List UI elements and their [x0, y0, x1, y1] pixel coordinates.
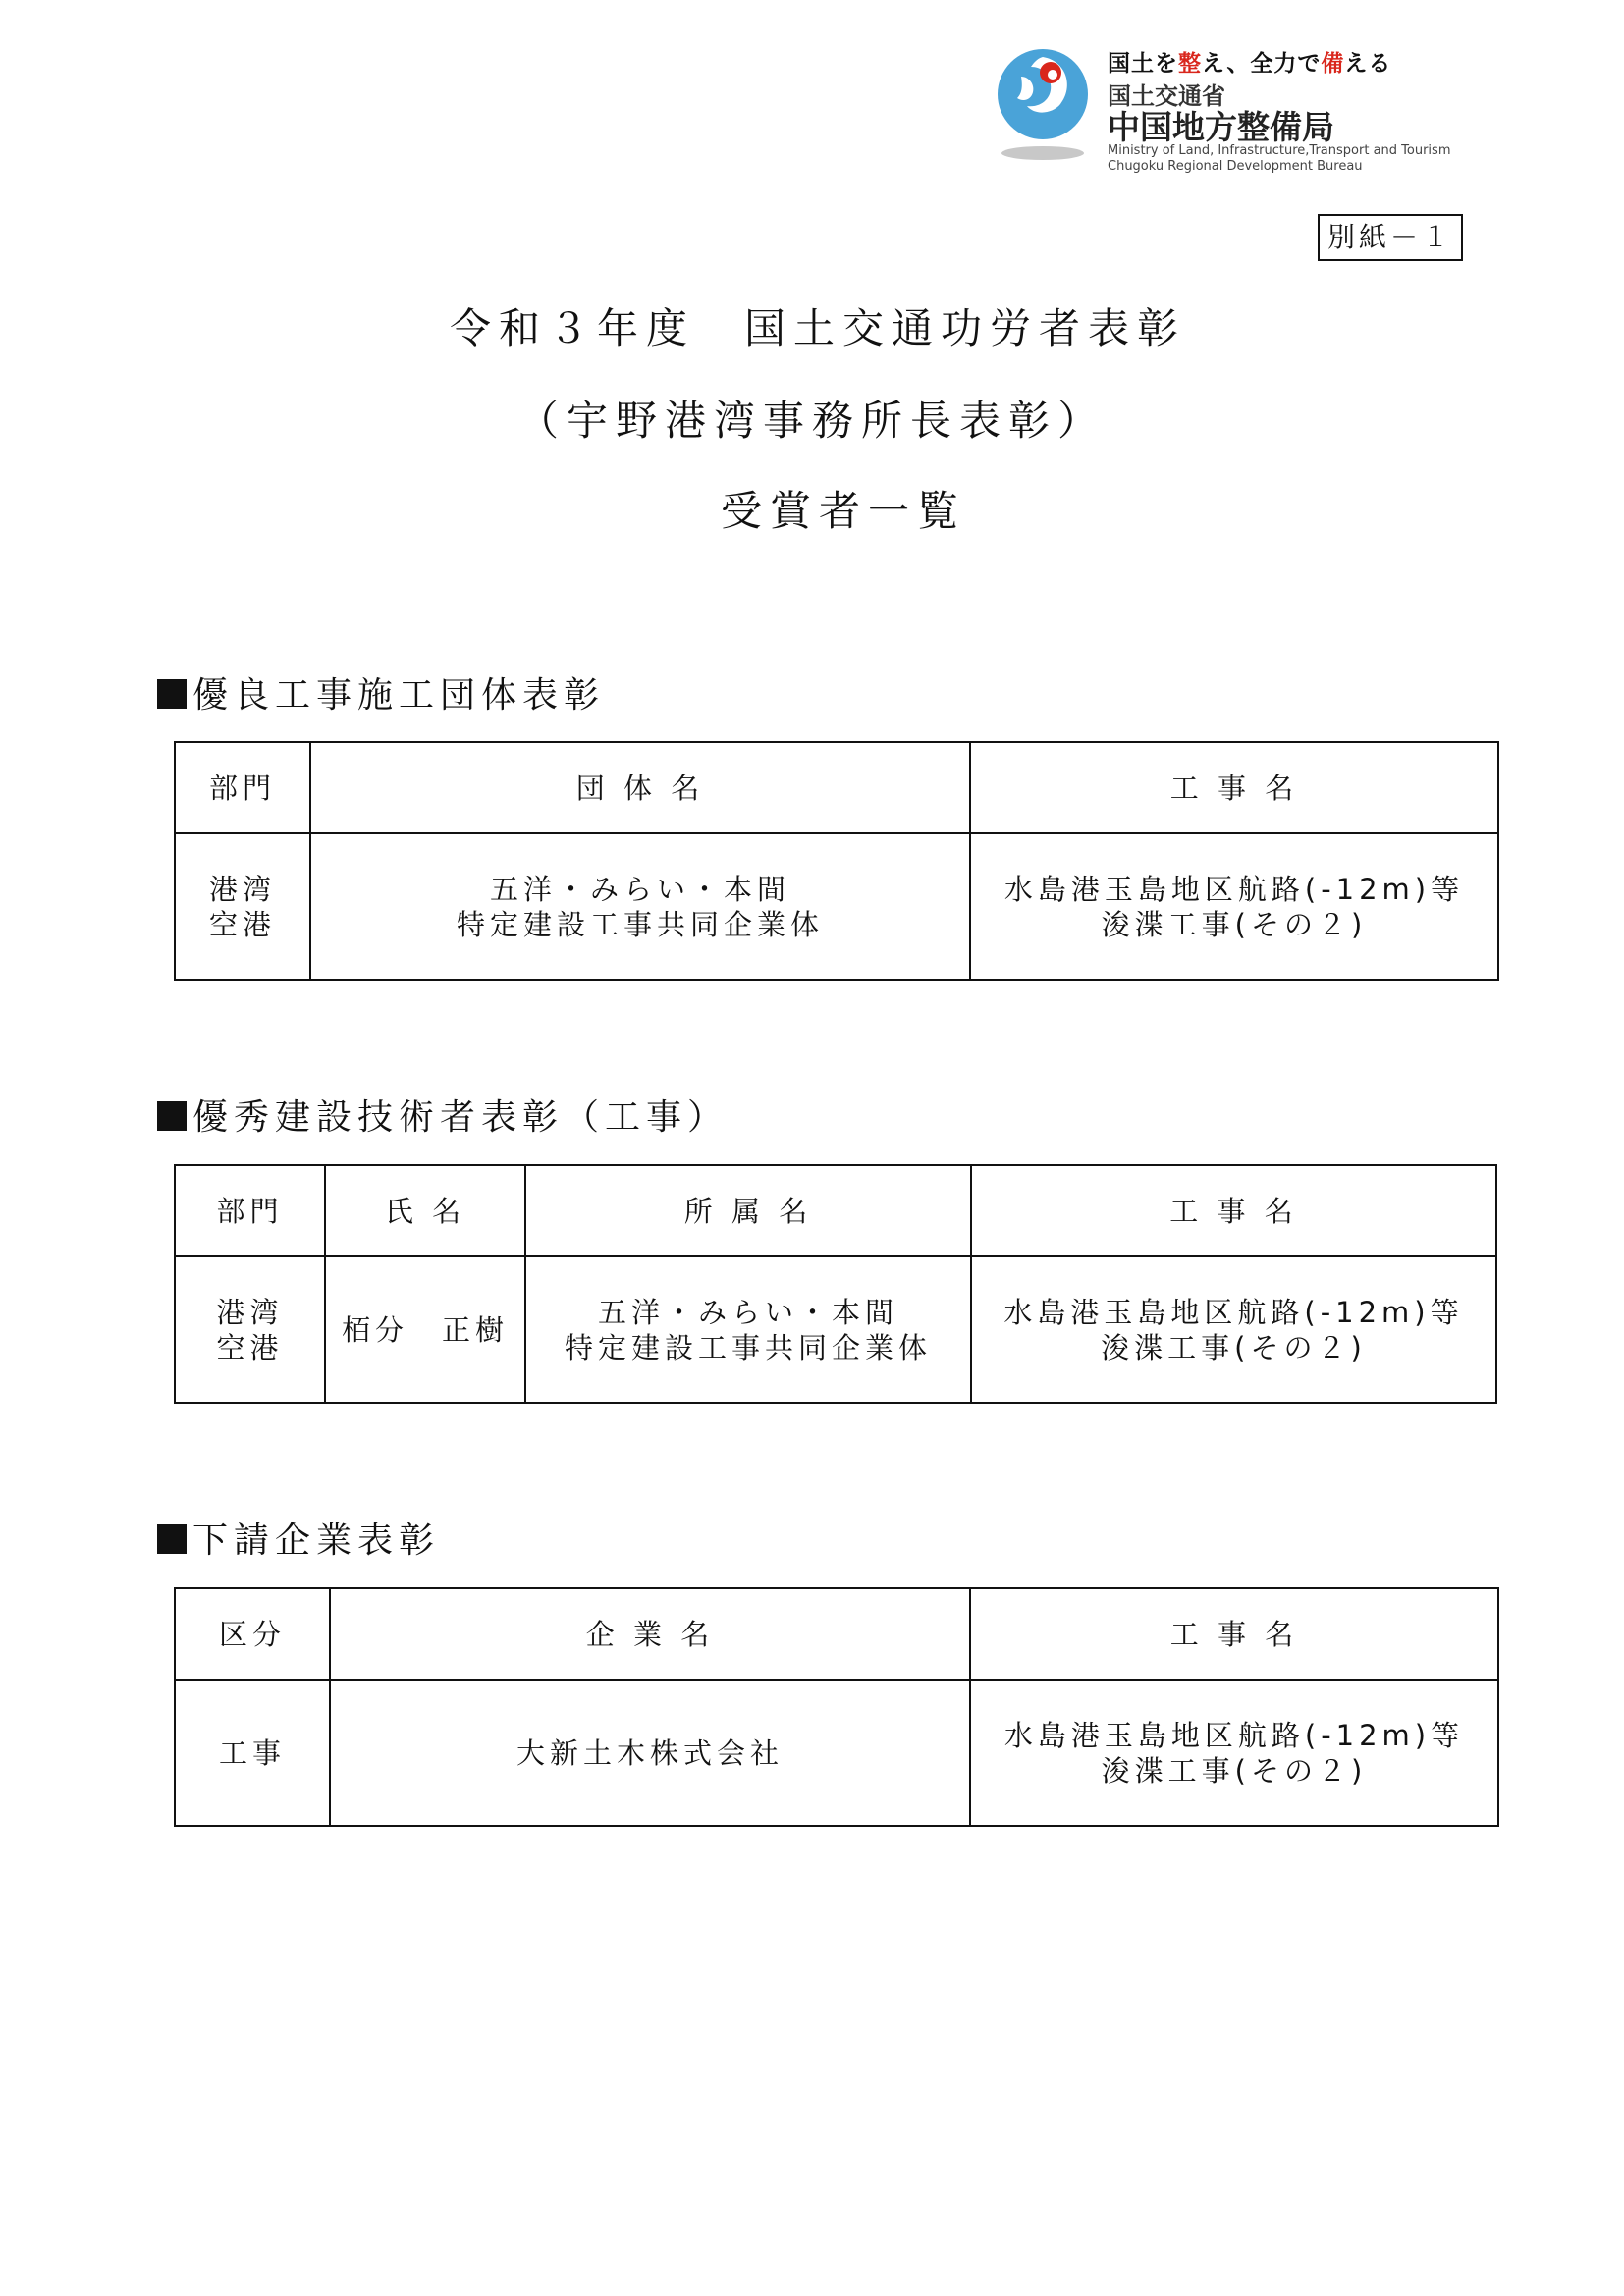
engineer-table: [174, 1164, 1497, 1404]
cell-department: 港湾 空港: [175, 833, 310, 980]
ministry-emblem-icon: [992, 47, 1100, 165]
header-work: 工 事 名: [971, 1165, 1496, 1256]
section-heading-construction-group: 優良工事施工団体表彰: [157, 667, 605, 718]
subcontractor-table: [174, 1587, 1499, 1827]
section-heading-engineer: 優秀建設技術者表彰（工事）: [157, 1090, 729, 1140]
logo-ministry: 国土交通省: [1108, 82, 1225, 110]
document-subtitle: （宇野港湾事務所長表彰）: [516, 397, 1107, 445]
document-list-title: 受賞者一覧: [720, 487, 966, 535]
cell-name: 栢分 正樹: [325, 1256, 525, 1403]
logo-english-ministry: Ministry of Land, Infrastructure,Transport and Tourism: [1108, 143, 1451, 158]
header-department: 部門: [175, 1165, 325, 1256]
table-header-row: [175, 742, 1498, 833]
ministry-logo: [992, 41, 1502, 179]
cell-affiliation: 五洋・みらい・本間 特定建設工事共同企業体: [525, 1256, 971, 1403]
cell-department: 港湾 空港: [175, 1256, 325, 1403]
table-row: [175, 1256, 1496, 1403]
cell-company: 大新土木株式会社: [330, 1680, 970, 1826]
logo-english-bureau: Chugoku Regional Development Bureau: [1108, 159, 1363, 174]
cell-work: 水島港玉島地区航路(-12m)等 浚渫工事(その２): [970, 833, 1498, 980]
header-department: 部門: [175, 742, 310, 833]
cell-category: 工事: [175, 1680, 330, 1826]
attachment-label: 別紙－１: [1318, 214, 1463, 261]
cell-work: 水島港玉島地区航路(-12m)等 浚渫工事(その２): [970, 1680, 1498, 1826]
cell-organization: 五洋・みらい・本間 特定建設工事共同企業体: [310, 833, 970, 980]
cell-work: 水島港玉島地区航路(-12m)等 浚渫工事(その２): [971, 1256, 1496, 1403]
square-bullet-icon: [157, 1524, 187, 1554]
table-row: [175, 1680, 1498, 1826]
table-row: [175, 833, 1498, 980]
header-name: 氏 名: [325, 1165, 525, 1256]
table-header-row: [175, 1165, 1496, 1256]
header-company: 企 業 名: [330, 1588, 970, 1680]
document-title: 令和３年度 国土交通功労者表彰: [449, 304, 1186, 352]
header-work: 工 事 名: [970, 742, 1498, 833]
logo-bureau: 中国地方整備局: [1108, 108, 1334, 146]
section-heading-subcontractor: 下請企業表彰: [157, 1513, 440, 1563]
table-header-row: [175, 1588, 1498, 1680]
header-organization: 団 体 名: [310, 742, 970, 833]
header-affiliation: 所 属 名: [525, 1165, 971, 1256]
logo-tagline: 国土を整え、全力で備える: [1108, 51, 1392, 77]
header-category: 区分: [175, 1588, 330, 1680]
construction-group-table: [174, 741, 1499, 981]
square-bullet-icon: [157, 1101, 187, 1131]
header-work: 工 事 名: [970, 1588, 1498, 1680]
square-bullet-icon: [157, 679, 187, 709]
